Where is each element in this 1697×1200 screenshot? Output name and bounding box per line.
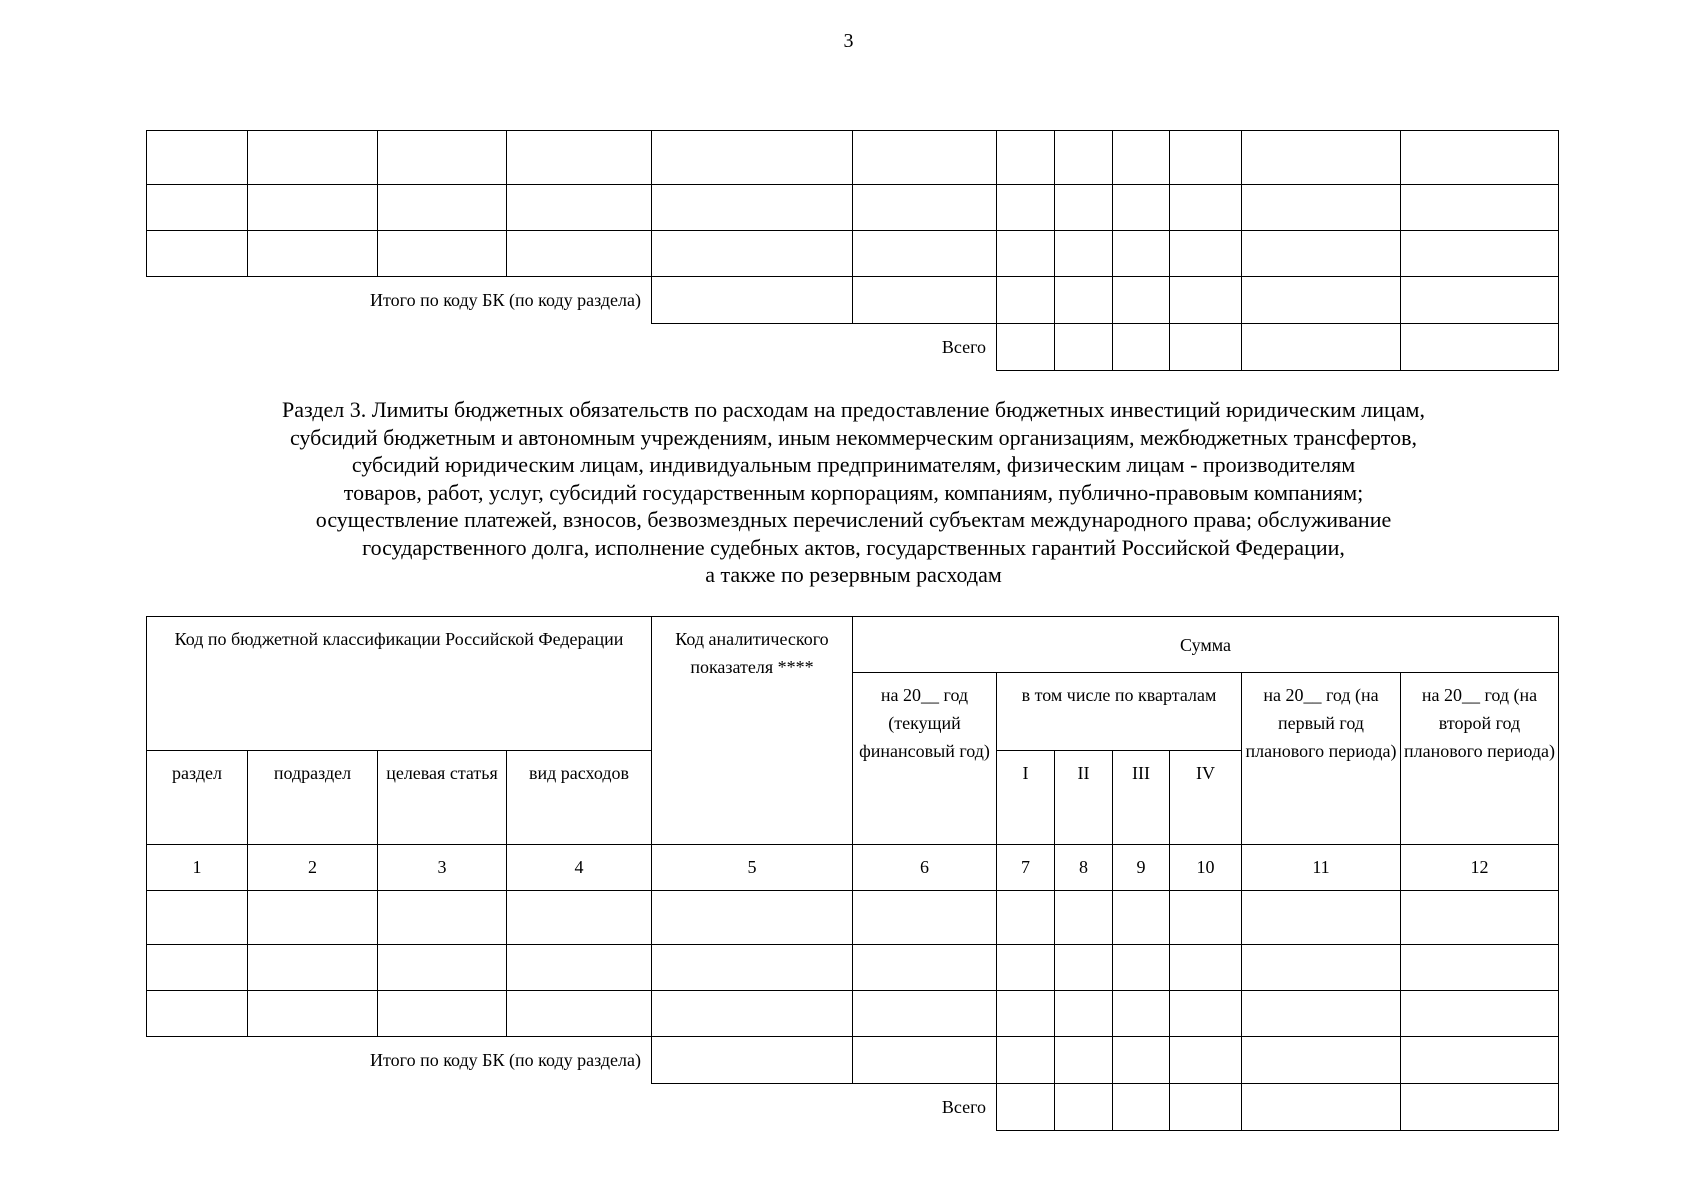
input-cell[interactable]	[378, 891, 507, 945]
input-cell[interactable]	[147, 991, 248, 1037]
input-cell[interactable]	[652, 991, 853, 1037]
input-cell[interactable]	[997, 1084, 1055, 1131]
input-cell[interactable]	[997, 324, 1055, 371]
subtotal-row	[147, 277, 1559, 324]
input-cell[interactable]	[997, 277, 1055, 324]
table-row	[147, 131, 1559, 185]
input-cell[interactable]	[1113, 231, 1170, 277]
column-number: 12	[1401, 845, 1559, 891]
input-cell[interactable]	[1242, 1084, 1401, 1131]
input-cell[interactable]	[853, 231, 997, 277]
input-cell[interactable]	[997, 185, 1055, 231]
input-cell[interactable]	[1113, 324, 1170, 371]
input-cell[interactable]	[147, 891, 248, 945]
input-cell[interactable]	[1242, 185, 1401, 231]
section-title-line: государственного долга, исполнение судебных актов, государственных гарантий Российской Федерации,	[362, 534, 1345, 560]
section-title-line: товаров, работ, услуг, субсидий государственным корпорациям, компаниям, публично-правовым компаниям;	[343, 479, 1364, 505]
input-cell[interactable]	[507, 891, 652, 945]
section-title-line: Раздел 3. Лимиты бюджетных обязательств по расходам на предоставление бюджетных инвестиций юридическим лицам,	[282, 397, 1425, 422]
input-cell[interactable]	[652, 945, 853, 991]
input-cell[interactable]	[378, 131, 507, 185]
column-number: 2	[248, 845, 378, 891]
column-number: 3	[378, 845, 507, 891]
input-cell[interactable]	[507, 231, 652, 277]
table-row	[147, 185, 1559, 231]
input-cell[interactable]	[1170, 131, 1242, 185]
input-cell[interactable]	[853, 131, 997, 185]
input-cell[interactable]	[1113, 185, 1170, 231]
input-cell[interactable]	[652, 131, 853, 185]
input-cell[interactable]	[1242, 231, 1401, 277]
input-cell[interactable]	[1113, 131, 1170, 185]
input-cell[interactable]	[378, 945, 507, 991]
input-cell[interactable]	[1401, 131, 1559, 185]
input-cell[interactable]	[853, 185, 997, 231]
input-cell[interactable]	[248, 131, 378, 185]
input-cell[interactable]	[507, 945, 652, 991]
input-cell[interactable]	[1170, 945, 1242, 991]
input-cell[interactable]	[1113, 277, 1170, 324]
input-cell[interactable]	[652, 277, 853, 324]
column-number: 4	[507, 845, 652, 891]
input-cell[interactable]	[853, 277, 997, 324]
input-cell[interactable]	[997, 891, 1055, 945]
table-row	[147, 945, 1559, 991]
input-cell[interactable]	[1401, 891, 1559, 945]
section-title-line: а также по резервным расходам	[705, 562, 1002, 587]
column-number: 5	[652, 845, 853, 891]
input-cell[interactable]	[378, 231, 507, 277]
header-q1: I	[997, 751, 1055, 845]
input-cell[interactable]	[1055, 277, 1113, 324]
total-row	[147, 1084, 1559, 1131]
input-cell[interactable]	[652, 1037, 853, 1084]
section-title-line: осуществление платежей, взносов, безвозмездных перечислений субъектам международного права; обслуживание	[315, 507, 1392, 532]
input-cell[interactable]	[248, 231, 378, 277]
header-celevaya: целевая статья	[378, 751, 507, 845]
input-cell[interactable]	[248, 945, 378, 991]
column-number: 6	[853, 845, 997, 891]
input-cell[interactable]	[1242, 277, 1401, 324]
input-cell[interactable]	[378, 185, 507, 231]
input-cell[interactable]	[997, 991, 1055, 1037]
header-vid: вид расходов	[507, 751, 652, 845]
input-cell[interactable]	[1113, 891, 1170, 945]
input-cell[interactable]	[507, 131, 652, 185]
top-table	[146, 130, 1559, 371]
input-cell[interactable]	[1055, 891, 1113, 945]
header-q3: III	[1113, 751, 1170, 845]
input-cell[interactable]	[147, 131, 248, 185]
total-label: Всего	[941, 336, 986, 357]
header-podrazdel: подраздел	[248, 751, 378, 845]
input-cell[interactable]	[652, 231, 853, 277]
input-cell[interactable]	[1242, 991, 1401, 1037]
input-cell[interactable]	[853, 891, 997, 945]
input-cell[interactable]	[1401, 1084, 1559, 1131]
input-cell[interactable]	[248, 991, 378, 1037]
input-cell[interactable]	[1242, 945, 1401, 991]
total-row	[147, 324, 1559, 371]
input-cell[interactable]	[1401, 277, 1559, 324]
subtotal-label: Итого по коду БК (по коду раздела)	[370, 289, 641, 310]
input-cell[interactable]	[997, 1037, 1055, 1084]
input-cell[interactable]	[1055, 1037, 1113, 1084]
input-cell[interactable]	[1242, 1037, 1401, 1084]
input-cell[interactable]	[1055, 991, 1113, 1037]
input-cell[interactable]	[652, 185, 853, 231]
input-cell[interactable]	[997, 231, 1055, 277]
input-cell[interactable]	[652, 891, 853, 945]
table-row	[147, 891, 1559, 945]
input-cell[interactable]	[1055, 131, 1113, 185]
input-cell[interactable]	[1401, 324, 1559, 371]
input-cell[interactable]	[1170, 891, 1242, 945]
total-label: Всего	[941, 1096, 986, 1117]
input-cell[interactable]	[1401, 231, 1559, 277]
input-cell[interactable]	[507, 185, 652, 231]
section-title	[146, 396, 1561, 589]
input-cell[interactable]	[1170, 185, 1242, 231]
input-cell[interactable]	[853, 991, 997, 1037]
input-cell[interactable]	[1170, 231, 1242, 277]
input-cell[interactable]	[1170, 1037, 1242, 1084]
header-sum: Сумма	[853, 617, 1559, 673]
column-number: 7	[997, 845, 1055, 891]
input-cell[interactable]	[1113, 1084, 1170, 1131]
column-number: 10	[1170, 845, 1242, 891]
input-cell[interactable]	[1055, 231, 1113, 277]
input-cell[interactable]	[378, 991, 507, 1037]
page-number: 3	[843, 30, 854, 52]
header-quarters-group: в том числе по кварталам	[997, 673, 1242, 751]
input-cell[interactable]	[147, 945, 248, 991]
input-cell[interactable]	[1055, 1084, 1113, 1131]
subtotal-label: Итого по коду БК (по коду раздела)	[370, 1049, 641, 1070]
input-cell[interactable]	[1401, 1037, 1559, 1084]
input-cell[interactable]	[1170, 324, 1242, 371]
input-cell[interactable]	[997, 131, 1055, 185]
header-current-year: на 20__ год (текущий финансовый год)	[853, 673, 997, 845]
input-cell[interactable]	[147, 185, 248, 231]
table-row	[147, 991, 1559, 1037]
header-q2: II	[1055, 751, 1113, 845]
input-cell[interactable]	[248, 891, 378, 945]
input-cell[interactable]	[1401, 185, 1559, 231]
input-cell[interactable]	[1055, 185, 1113, 231]
section3-table	[146, 616, 1559, 1131]
input-cell[interactable]	[853, 1037, 997, 1084]
input-cell[interactable]	[1113, 991, 1170, 1037]
input-cell[interactable]	[507, 991, 652, 1037]
input-cell[interactable]	[1055, 324, 1113, 371]
input-cell[interactable]	[853, 945, 997, 991]
header-razdel: раздел	[147, 751, 248, 845]
column-numbers-row	[147, 845, 1559, 891]
subtotal-row	[147, 1037, 1559, 1084]
input-cell[interactable]	[1242, 891, 1401, 945]
header-analytic-code: Код аналитического показателя ****	[652, 617, 853, 845]
column-number: 1	[147, 845, 248, 891]
header-q4: IV	[1170, 751, 1242, 845]
table-row	[147, 231, 1559, 277]
input-cell[interactable]	[1401, 991, 1559, 1037]
input-cell[interactable]	[1170, 991, 1242, 1037]
input-cell[interactable]	[147, 231, 248, 277]
header-row	[147, 617, 1559, 673]
column-number: 11	[1242, 845, 1401, 891]
input-cell[interactable]	[1401, 945, 1559, 991]
column-number: 8	[1055, 845, 1113, 891]
header-first-plan-year: на 20__ год (на первый год планового периода)	[1242, 673, 1401, 845]
input-cell[interactable]	[1242, 324, 1401, 371]
column-number: 9	[1113, 845, 1170, 891]
input-cell[interactable]	[1170, 277, 1242, 324]
header-second-plan-year: на 20__ год (на второй год планового периода)	[1401, 673, 1559, 845]
input-cell[interactable]	[1113, 945, 1170, 991]
input-cell[interactable]	[248, 185, 378, 231]
input-cell[interactable]	[1242, 131, 1401, 185]
header-bk-code: Код по бюджетной классификации Российской Федерации	[147, 617, 652, 751]
section-title-line: субсидий бюджетным и автономным учреждениям, иным некоммерческим организациям, межбюджетных трансфертов,	[289, 424, 1418, 450]
input-cell[interactable]	[1113, 1037, 1170, 1084]
section-title-line: субсидий юридическим лицам, индивидуальным предпринимателям, физическим лицам - производителям	[351, 452, 1356, 477]
input-cell[interactable]	[997, 945, 1055, 991]
input-cell[interactable]	[1055, 945, 1113, 991]
input-cell[interactable]	[1170, 1084, 1242, 1131]
